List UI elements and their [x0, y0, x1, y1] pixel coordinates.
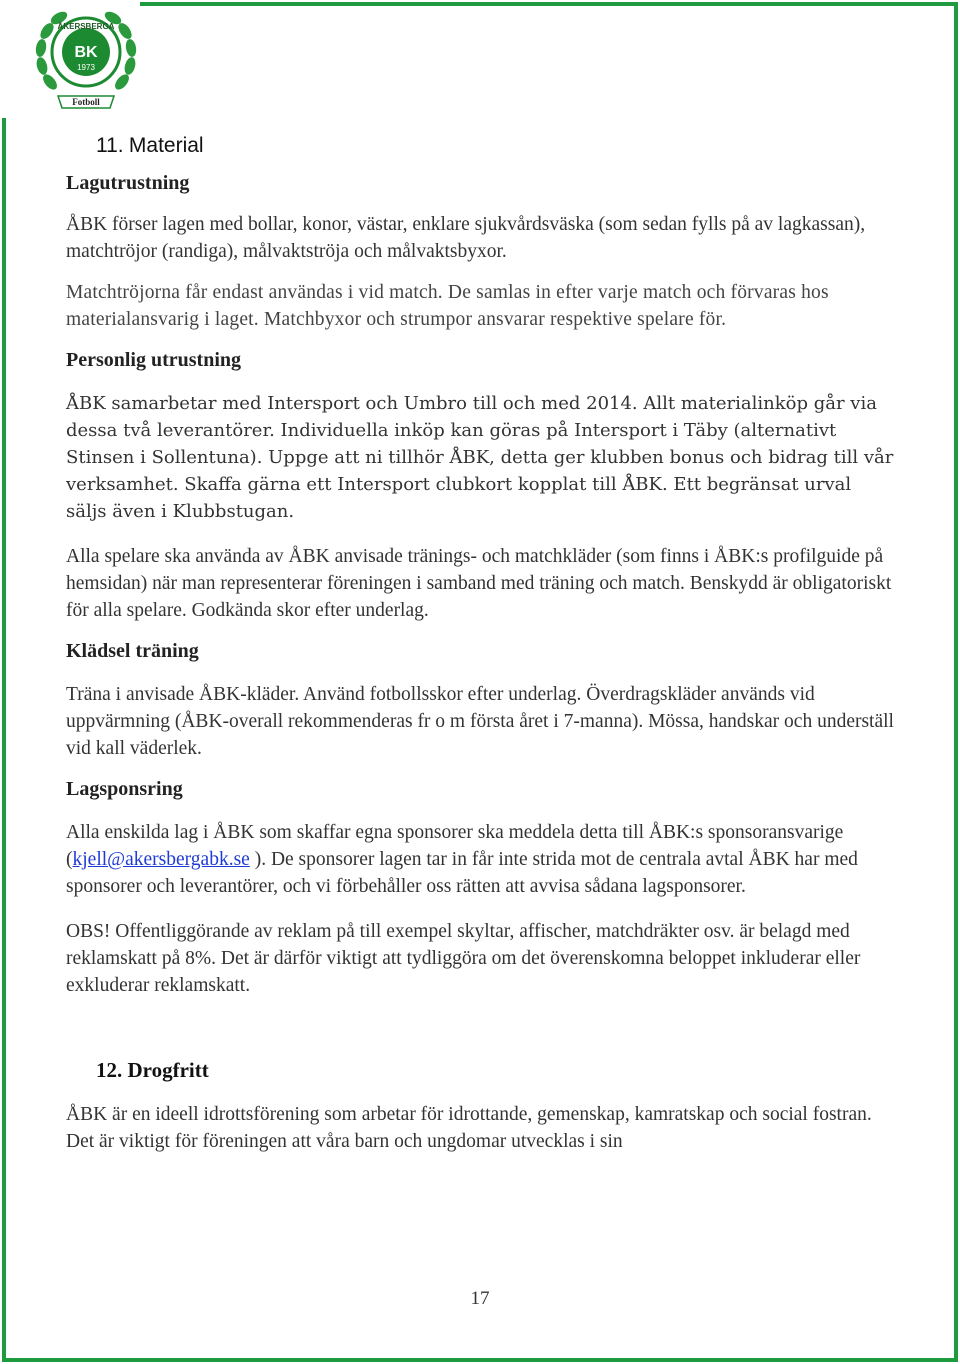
frame-top-border	[140, 2, 958, 6]
logo-ring-text: ÅKERSBERGA	[57, 22, 115, 31]
heading-personlig-utrustning: Personlig utrustning	[66, 349, 242, 371]
lagsponsring-paragraph-1	[66, 819, 896, 900]
section-12-label: Drogfritt	[127, 1058, 209, 1082]
frame-right-border	[954, 2, 958, 1362]
frame-bottom-border	[2, 1358, 958, 1362]
section-11-title	[66, 126, 896, 164]
lagsponsring-text-before: Alla enskilda lag i ÅBK som skaffar egna sponsorer ska meddela detta till ÅBK:s sponsoransvarige (	[66, 822, 844, 870]
logo-banner: Fotboll	[72, 97, 100, 107]
drogfritt-paragraph-1: ÅBK är en ideell idrottsförening som arbetar för idrottande, gemenskap, kamratskap och social fostran. Det är viktigt för föreningen att våra barn och ungdomar utvecklas i sin	[66, 1104, 872, 1152]
heading-lagutrustning: Lagutrustning	[66, 172, 190, 194]
kladsel-paragraph-1: Träna i anvisade ÅBK-kläder. Använd fotbollsskor efter underlag. Överdragskläder används vid uppvärmning (ÅBK-overall rekommenderas fr o m första året i 7-manna). Mössa, handskar och underställ vid kall väderlek.	[66, 684, 894, 759]
club-logo	[28, 2, 144, 114]
personlig-paragraph-1: ÅBK samarbetar med Intersport och Umbro till och med 2014. Allt materialinköp går via dessa två leverantörer. Individuella inköp kan göras på Intersport i Täby (alternativt Stinsen i Sollentuna). Uppge att ni tillhör ÅBK, detta ger klubben bonus och bidrag till vår verksamhet. Skaffa gärna ett Intersport clubkort kopplat till ÅBK. Ett begränsat urval säljs även i Klubbstugan.	[66, 393, 894, 522]
section-11-label: Material	[128, 134, 204, 157]
lagutrustning-paragraph-1: ÅBK förser lagen med bollar, konor, västar, enklare sjukvårdsväska (som sedan fylls på av lagkassan), matchtröjor (randiga), målvaktströja och målvaktsbyxor.	[66, 214, 866, 262]
heading-lagsponsring: Lagsponsring	[66, 778, 183, 800]
lagsponsring-text-after: ). De sponsorer lagen tar in får inte strida mot de centrala avtal ÅBK har med sponsorer och leverantörer, och vi förbehåller oss rätten att avvisa sådana lagsponsorer.	[66, 849, 858, 897]
page-number: 17	[470, 1288, 490, 1309]
logo-year: 1973	[77, 63, 95, 72]
document-body	[66, 126, 896, 1155]
personlig-paragraph-2: Alla spelare ska använda av ÅBK anvisade tränings- och matchkläder (som finns i ÅBK:s profilguide på hemsidan) när man representerar föreningen i samband med träning och match. Benskydd är obligatoriskt för alla spelare. Godkända skor efter underlag.	[66, 546, 892, 621]
frame-left-border	[2, 118, 6, 1362]
section-11-number: 11.	[96, 134, 124, 157]
logo-initials: BK	[74, 44, 98, 61]
lagsponsring-paragraph-2: OBS! Offentliggörande av reklam på till exempel skyltar, affischer, matchdräkter osv. är belagd med reklamskatt på 8%. Det är därför viktigt att tydliggöra om det överenskomna beloppet inkluderar eller exkluderar reklamskatt.	[66, 921, 861, 996]
heading-kladsel-traning: Klädsel träning	[66, 640, 199, 662]
sponsor-email-link[interactable]: kjell@akersbergabk.se	[72, 849, 250, 870]
section-12-title	[66, 1051, 896, 1089]
lagutrustning-paragraph-2: Matchtröjorna får endast användas i vid match. De samlas in efter varje match och förvaras hos materialansvarig i laget. Matchbyxor och strumpor ansvarar respektive spelare för.	[66, 282, 829, 330]
section-12-number: 12.	[96, 1058, 123, 1082]
